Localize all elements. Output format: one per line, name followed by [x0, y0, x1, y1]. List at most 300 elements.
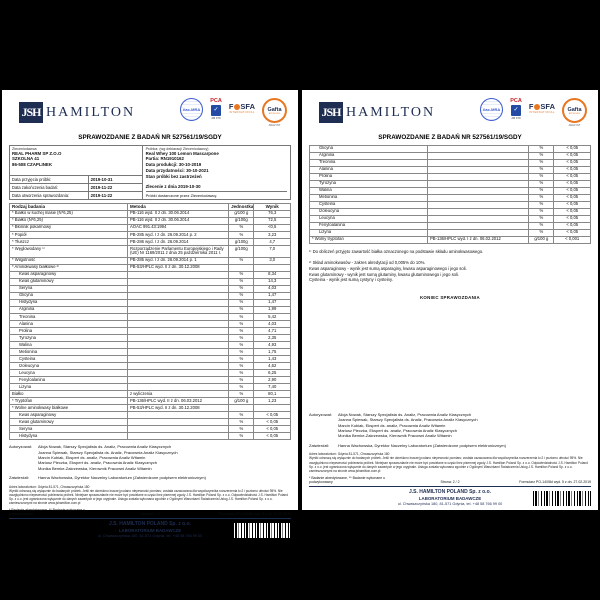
result: 1,99	[254, 306, 291, 313]
result-row	[10, 384, 291, 391]
method: z wyliczenia	[128, 391, 229, 398]
result: < 0,05	[554, 194, 591, 201]
result-row	[310, 201, 591, 208]
sample-name: Real Whey 100 Lemon Mascarpone	[145, 150, 219, 156]
analysis-name: Cysteina	[310, 201, 428, 208]
result: < 0,05	[554, 159, 591, 166]
unit	[229, 264, 254, 271]
analysis-name: Lizyna	[10, 384, 128, 391]
results-header-row	[10, 203, 291, 210]
client-city: 86-508 CZAPLINEK	[12, 161, 53, 167]
unit: g/100 g	[529, 236, 554, 243]
lab-address-line: Adres laboratorium: Gdynia 81-571, Chwaszczyńska 180	[309, 452, 390, 457]
unit: %	[529, 187, 554, 194]
unit: %	[229, 391, 254, 398]
method: PB-136/HPLC wyd. II z dn. 06.03.2012	[128, 398, 229, 405]
result: < 0,05	[554, 187, 591, 194]
result-row	[10, 245, 291, 257]
result-row	[10, 348, 291, 355]
disclaimer-text: Wyniki odnoszą się wyłącznie do badanych próbek. Jeśli nie określono inaczej podano niepewność pomiaru; została oszacowana dla współczynnika rozszerzenia k=2 i poziomu ufności 95%. Nie uwzględniono niepewności pobierania próbek. Niniejsze sprawozdanie nie może być powielane w części bez pisemnej zgody J.S. Hamilton Poland Sp. z o.o. Odpowiedzialność J.S. Hamilton Poland Sp. z o.o. jest ograniczona wyłącznie do danych zawartych w jego oryginale. Usługa została wykonana zgodnie z Ogólnymi Warunkami Świadczenia Usług J.S. Hamilton Poland Sp. z o.o. zamieszczonymi na stronie www.jshamilton.com.pl	[309, 456, 588, 473]
unit: %	[229, 299, 254, 306]
result-row	[10, 398, 291, 405]
fosfa-icon: F SFA INTERNATIONAL	[528, 102, 555, 114]
client-label: Zleceniodawca	[12, 146, 37, 151]
result-row	[10, 391, 291, 398]
col-method: Metoda	[128, 203, 229, 210]
sample-production-date: Data produkcji: 30-10-2019	[145, 162, 202, 168]
unit: %	[229, 419, 254, 426]
analysis-name: * Popiół	[10, 231, 128, 238]
result-row	[10, 320, 291, 327]
accreditation-logos	[180, 98, 287, 127]
jsh-monogram-icon: JSH	[319, 102, 343, 123]
analysis-name: * Wilgotność	[10, 257, 128, 264]
result: < 0,05	[554, 173, 591, 180]
disclaimer-text: Wyniki odnoszą się wyłącznie do badanych próbek. Jeśli nie określono inaczej podano niepewność pomiaru; została oszacowana dla współczynnika rozszerzenia k=2 i poziomu ufności 95%. Nie uwzględniono niepewności pobierania próbek. Niniejsze sprawozdanie nie może być powielane w części bez pisemnej zgody J.S. Hamilton Poland Sp. z o.o. Odpowiedzialność J.S. Hamilton Poland Sp. z o.o. jest ograniczona wyłącznie do danych zawartych w jego oryginale. Usługa została wykonana zgodnie z Ogólnymi Warunkami Świadczenia Usług J.S. Hamilton Poland Sp. z o.o. zamieszczonymi na stronie www.jshamilton.com.pl	[9, 488, 288, 506]
analysis-name: * Wolny tryptofan	[310, 236, 428, 243]
company-footer: J.S. HAMILTON POLAND Sp. z o.o. LABORATORIUM BADAWCZE ul. Chwaszczyńska 180, 81-571 Gdynia, tel. +48 58 766 99 00	[309, 489, 591, 506]
unit	[229, 405, 254, 412]
method	[128, 292, 229, 299]
authorizer-line: Mariusz Pieczka, Ekspert ds. analiz, Pracownia Analiz Klasycznych	[338, 428, 457, 434]
unit: %	[229, 327, 254, 334]
method	[128, 412, 229, 419]
method: PB-53/HPLC wyd. II z dn. 30.12.2008	[128, 405, 229, 412]
result	[254, 264, 291, 271]
lab-address-line: Adres laboratorium: Gdynia 81-571, Chwaszczyńska 180	[9, 484, 90, 489]
result: < 0,05	[254, 412, 291, 419]
method: PB-286 wyd. I z dn. 26.09.2014	[128, 238, 229, 245]
unit: %	[229, 433, 254, 440]
unit: %	[529, 152, 554, 159]
analysis-name: Glicyna	[10, 292, 128, 299]
result-row	[10, 363, 291, 370]
authorization-block: Autoryzował: Alicja Nowak, Starszy Specjalista ds. Analiz, Pracownia Analiz Klasycznych Joanna Śpiewak, Starszy Specjalista ds. Analiz, Pracownia Analiz Klasycznych Marcin Kubiak, Ekspert ds. analiz, Pracownia Analiz Witamin Mariusz Pieczka, Ekspert ds. analiz, Pracownia Analiz Klasycznych Monika Bemke-Zakrzewska, Kierownik Pracowni Analiz Witamin	[309, 412, 591, 439]
unit: %	[229, 348, 254, 355]
unit: g/100g	[229, 217, 254, 224]
form-number: Formularz PO-14/08d wyd. 5 z dn. 27.02.2019	[519, 480, 591, 484]
analysis-name: Tyrozyna	[310, 180, 428, 187]
approval-block: Zatwierdził: Hanna Wachowska, Dyrektor Naczelny Laboratorium (Zatwierdzone podpisem elektronicznym)	[309, 443, 591, 448]
authorizer-line: Monika Bemke-Zakrzewska, Kierownik Pracowni Analiz Witamin	[38, 465, 152, 471]
result: 1,47	[254, 292, 291, 299]
page-bottom-block	[9, 440, 291, 538]
analysis-name: Arginina	[310, 152, 428, 159]
barcode	[233, 523, 291, 538]
company-footer: J.S. HAMILTON POLAND Sp. z o.o. LABORATORIUM BADAWCZE ul. Chwaszczyńska 180, 81-571 Gdynia, tel. +48 58 766 99 00	[9, 521, 291, 538]
barcode	[533, 491, 591, 506]
result: 4,7	[254, 238, 291, 245]
date-row: Data zakończenia badań: 2019-11-22	[10, 183, 142, 191]
unit: g/100 g	[229, 398, 254, 405]
unit: %	[229, 292, 254, 299]
method	[128, 370, 229, 377]
result: 2,35	[254, 334, 291, 341]
unit: %	[229, 426, 254, 433]
method	[128, 327, 229, 334]
result: 7,0	[254, 245, 291, 257]
method	[128, 341, 229, 348]
footer-divider	[9, 518, 291, 519]
result: 8,34	[254, 271, 291, 278]
result: 1,43	[254, 356, 291, 363]
analysis-name: Leucyna	[10, 370, 128, 377]
result: < 0,05	[554, 201, 591, 208]
method: AOAC 991.43:1994	[128, 224, 229, 231]
analysis-name: * Tłuszcz	[10, 238, 128, 245]
sample-expiry-date: Data przydatności: 30-10-2021	[145, 168, 209, 174]
result-row	[10, 412, 291, 419]
method	[128, 271, 229, 278]
result-row	[10, 210, 291, 217]
pca-icon: PCA ✓ AB 079	[210, 98, 222, 120]
result: 4,93	[254, 341, 291, 348]
disclaimer	[9, 485, 291, 506]
method: PB-285 wyd. I z dn. 26.09.2014 p. 2	[128, 231, 229, 238]
analysis-name: Kwas asparaginowy	[10, 412, 128, 419]
analysis-name: Metionina	[310, 194, 428, 201]
unit: %	[229, 341, 254, 348]
method	[128, 377, 229, 384]
method	[128, 356, 229, 363]
hamilton-logo	[319, 102, 435, 123]
unit: %	[229, 384, 254, 391]
result: <0,5	[254, 224, 291, 231]
result: < 0,05	[554, 180, 591, 187]
result-row	[310, 173, 591, 180]
results-table-page1	[9, 203, 291, 441]
sample-block	[143, 146, 290, 199]
result-row	[310, 166, 591, 173]
method	[128, 320, 229, 327]
method	[128, 313, 229, 320]
result-row	[10, 419, 291, 426]
unit: %	[229, 370, 254, 377]
authorizer-line: Alicja Nowak, Starszy Specjalista ds. Analiz, Pracownia Analiz Klasycznych	[38, 444, 172, 450]
ilac-mra-icon: ilac-MRA	[180, 98, 203, 121]
sample-condition: Stan próbki bez zastrzeżeń	[145, 174, 202, 180]
result: < 0,05	[554, 208, 591, 215]
unit: %	[229, 320, 254, 327]
result-row	[10, 278, 291, 285]
date-row: Data przyjęcia próbki: 2019-10-31	[10, 175, 142, 183]
analysis-name: Tyrozyna	[10, 334, 128, 341]
method: PB-53/HPLC wyd. II z dn. 30.12.2008	[128, 264, 229, 271]
method	[428, 215, 529, 222]
report-page-1	[2, 90, 298, 539]
method	[428, 208, 529, 215]
analysis-name: Lizyna	[310, 229, 428, 236]
analysis-name: Walina	[310, 187, 428, 194]
analysis-name: * Wolne aminokwasy białkowe	[10, 405, 128, 412]
authorizer-line: Joanna Śpiewak, Starszy Specjalista ds. Analiz, Pracownia Analiz Klasycznych	[38, 449, 178, 455]
results-table-page2	[309, 145, 591, 244]
unit: %	[229, 356, 254, 363]
method	[428, 180, 529, 187]
col-analysis: Rodzaj badania	[10, 203, 128, 210]
result-row	[10, 306, 291, 313]
gafta-icon: Gafta APPROVED ANALYST	[262, 98, 287, 127]
result-row	[10, 356, 291, 363]
method	[128, 433, 229, 440]
result: < 0,05	[554, 152, 591, 159]
footer-divider	[309, 486, 591, 487]
result: 2,90	[254, 377, 291, 384]
analysis-name: * Aminokwasy białkowe ²⁾	[10, 264, 128, 271]
result: 5,42	[254, 313, 291, 320]
report-title: SPRAWOZDANIE Z BADAŃ NR 527561/19/SGDY	[78, 133, 222, 141]
result: 1,23	[254, 398, 291, 405]
method	[128, 419, 229, 426]
analysis-name: Seryna	[10, 285, 128, 292]
analysis-name: Prolina	[10, 327, 128, 334]
unit: %	[529, 173, 554, 180]
unit: %	[229, 231, 254, 238]
analysis-name: * Tryptofan	[10, 398, 128, 405]
unit: %	[229, 271, 254, 278]
footnote-1: ¹⁾ Do obliczeń przyjęto zawartość białka oznaczonego na podstawie składu aminokwasowego.	[309, 248, 484, 254]
unit: g/100g	[229, 238, 254, 245]
result: 1,75	[254, 348, 291, 355]
unit: g/100g	[229, 245, 254, 257]
unit: %	[529, 208, 554, 215]
unit: %	[529, 229, 554, 236]
analysis-name: Glicyna	[310, 145, 428, 152]
method	[128, 348, 229, 355]
analysis-name: Seryna	[10, 426, 128, 433]
authorizer-line: Marcin Kubiak, Ekspert ds. analiz, Pracownia Analiz Witamin	[338, 422, 446, 428]
result-row	[310, 194, 591, 201]
method	[428, 159, 529, 166]
analysis-name: Alanina	[10, 320, 128, 327]
result-row	[10, 224, 291, 231]
analysis-name: * Węglowodany ¹⁾	[10, 245, 128, 257]
result-row	[310, 187, 591, 194]
end-of-report: KONIEC SPRAWOZDANIA	[419, 295, 481, 301]
result-row	[10, 426, 291, 433]
analysis-name: * Białko w suchej masie (N*6,25)	[10, 210, 128, 217]
result-row	[10, 377, 291, 384]
sample-label: Próbka: (wg deklaracji Zleceniodawcy)	[145, 146, 209, 151]
approver-line: Hanna Wachowska, Dyrektor Naczelny Laboratorium (Zatwierdzone podpisem elektronicznym)	[38, 475, 206, 481]
analysis-name: Alanina	[310, 166, 428, 173]
client-block	[10, 146, 143, 199]
unit: %	[529, 215, 554, 222]
method	[128, 363, 229, 370]
result: 4,03	[254, 285, 291, 292]
result: 7,40	[254, 384, 291, 391]
approver-line: Hanna Wachowska, Dyrektor Naczelny Laboratorium (Zatwierdzone podpisem elektronicznym)	[338, 442, 506, 448]
method: PB-116 wyd. II z dn. 30.06.2014	[128, 210, 229, 217]
result-row	[310, 180, 591, 187]
client-name: REAL PHARM SP Z.O.O	[12, 150, 62, 156]
method	[428, 187, 529, 194]
method	[128, 384, 229, 391]
page-header	[309, 98, 591, 127]
result-row	[10, 433, 291, 440]
unit: %	[229, 334, 254, 341]
analysis-name: Histydyna	[10, 433, 128, 440]
method	[428, 173, 529, 180]
result: < 0,05	[254, 426, 291, 433]
result-row	[310, 152, 591, 159]
jsh-monogram-icon: JSH	[19, 102, 43, 123]
result: 4,71	[254, 327, 291, 334]
result: 4,62	[254, 363, 291, 370]
method: PB-136/HPLC wyd. I z dn. 06.02.2012	[428, 236, 529, 243]
pca-icon: PCA ✓ AB 079	[510, 98, 522, 120]
unit: %	[229, 313, 254, 320]
result-row	[310, 145, 591, 152]
result: 72,5	[254, 217, 291, 224]
result: < 0,05	[554, 166, 591, 173]
analysis-name: * Białko (N*6,25)	[10, 217, 128, 224]
unit: %	[229, 224, 254, 231]
authorizer-line: Monika Bemke-Zakrzewska, Kierownik Pracowni Analiz Witamin	[338, 433, 452, 439]
result-row	[10, 217, 291, 224]
accreditation-markers: * Badanie akredytowane, ** Badanie wykonane u podwykonawcy	[309, 476, 386, 484]
unit: %	[529, 194, 554, 201]
unit: %	[229, 278, 254, 285]
result: 6,25	[254, 370, 291, 377]
result-row	[310, 215, 591, 222]
analysis-name: Fenyloalanina	[310, 222, 428, 229]
report-title: SPRAWOZDANIE Z BADAŃ NR 527561/19/SGDY	[378, 133, 522, 141]
unit: %	[529, 145, 554, 152]
result-row	[10, 285, 291, 292]
method	[128, 285, 229, 292]
page-number: Strona: 2 / 2	[440, 480, 460, 484]
result: < 0,001	[554, 236, 591, 243]
col-result: Wynik	[254, 203, 291, 210]
unit: %	[529, 180, 554, 187]
report-page-2	[302, 90, 598, 510]
analysis-name: Metionina	[10, 348, 128, 355]
method	[128, 299, 229, 306]
page-header	[9, 98, 291, 127]
unit: %	[529, 201, 554, 208]
gafta-icon: Gafta APPROVED ANALYST	[562, 98, 587, 127]
result-row	[10, 313, 291, 320]
footnote-2: ²⁾ Skład aminokwasów - zakres akredytacji od 0,005% do 10%. Kwas asparaginowy - wynik jest sumą asparaginy, kwasu asparaginowego i jego soli. Kwas glutaminowy - wynik jest sumą glutaminy, kwasu glutaminowego i jego soli. Cysteina - wynik jest sumą cystyny i cysteiny.	[309, 260, 467, 283]
analysis-name: Kwas asparaginowy	[10, 271, 128, 278]
result: < 0,05	[554, 229, 591, 236]
result-row	[10, 299, 291, 306]
result: < 0,05	[554, 145, 591, 152]
ilac-mra-icon: ilac-MRA	[480, 98, 503, 121]
result-row	[310, 208, 591, 215]
analysis-name: Histydyna	[10, 299, 128, 306]
result-row	[10, 292, 291, 299]
authorizer-line: Joanna Śpiewak, Starszy Specjalista ds. Analiz, Pracownia Analiz Klasycznych	[338, 417, 478, 423]
unit: g/100 g	[229, 210, 254, 217]
authorization-block: Autoryzował: Alicja Nowak, Starszy Specjalista ds. Analiz, Pracownia Analiz Klasycznych Joanna Śpiewak, Starszy Specjalista ds. Analiz, Pracownia Analiz Klasycznych Marcin Kubiak, Ekspert ds. analiz, Pracownia Analiz Witamin Mariusz Pieczka, Ekspert ds. analiz, Pracownia Analiz Klasycznych Monika Bemke-Zakrzewska, Kierownik Pracowni Analiz Witamin	[9, 444, 291, 471]
result-row	[310, 229, 591, 236]
method	[428, 166, 529, 173]
result: 80,1	[254, 391, 291, 398]
footer-meta-row	[309, 476, 591, 484]
form-number: Formularz PO-14/08d wyd. 5 z dn. 27.02.2019	[219, 512, 291, 517]
analysis-name: Treonina	[310, 159, 428, 166]
client-street: SZKOLNA 41	[12, 156, 40, 162]
analysis-name: Leucyna	[310, 215, 428, 222]
result-row	[310, 222, 591, 229]
result: 4,03	[254, 320, 291, 327]
method	[428, 152, 529, 159]
result: 76,3	[254, 210, 291, 217]
authorizer-line: Alicja Nowak, Starszy Specjalista ds. Analiz, Pracownia Analiz Klasycznych	[338, 411, 472, 417]
col-unit: Jednostka	[229, 203, 254, 210]
result-row	[310, 236, 591, 243]
disclaimer	[309, 452, 591, 473]
analysis-name: Prolina	[310, 173, 428, 180]
sample-delivery-note: Próbki dostarczone przez Zleceniodawcę	[146, 191, 287, 198]
authorizer-line: Mariusz Pieczka, Ekspert ds. analiz, Pracownia Analiz Klasycznych	[38, 460, 157, 466]
result-row	[10, 334, 291, 341]
page-bottom-block	[309, 408, 591, 506]
brand-name: HAMILTON	[346, 104, 436, 120]
brand-name: HAMILTON	[46, 104, 136, 120]
method	[128, 334, 229, 341]
result	[254, 405, 291, 412]
unit: %	[229, 285, 254, 292]
unit: %	[229, 306, 254, 313]
analysis-name: Walina	[10, 341, 128, 348]
analysis-name: Arginina	[10, 306, 128, 313]
footer-meta-row	[9, 508, 291, 516]
unit: %	[529, 166, 554, 173]
result: < 0,05	[554, 222, 591, 229]
info-block	[9, 145, 291, 200]
method	[128, 278, 229, 285]
result-row	[10, 264, 291, 271]
result-row	[10, 370, 291, 377]
analysis-name: Kwas glutaminowy	[10, 278, 128, 285]
analysis-name: Izoleucyna	[10, 363, 128, 370]
method	[428, 194, 529, 201]
analysis-name: Izoleucyna	[310, 208, 428, 215]
method	[428, 229, 529, 236]
page-number: Strona: 1 / 2	[140, 512, 160, 517]
fosfa-icon: F SFA INTERNATIONAL	[228, 102, 255, 114]
method: PB-116 wyd. II z dn. 30.06.2014	[128, 217, 229, 224]
analysis-name: Treonina	[10, 313, 128, 320]
sample-batch: Partia: RN1910162	[145, 156, 184, 162]
pca-symbol-icon: ✓	[511, 105, 521, 116]
analysis-name: Kwas glutaminowy	[10, 419, 128, 426]
unit: %	[529, 159, 554, 166]
method	[128, 306, 229, 313]
result-row	[10, 231, 291, 238]
result-row	[310, 159, 591, 166]
result-row	[10, 271, 291, 278]
analysis-name: Cysteina	[10, 356, 128, 363]
unit: %	[529, 222, 554, 229]
result: 14,3	[254, 278, 291, 285]
result-row	[10, 327, 291, 334]
result-row	[10, 238, 291, 245]
result-row	[10, 405, 291, 412]
approval-block: Zatwierdził: Hanna Wachowska, Dyrektor Naczelny Laboratorium (Zatwierdzone podpisem elektronicznym)	[9, 475, 291, 480]
method	[428, 222, 529, 229]
result: < 0,05	[254, 433, 291, 440]
unit: %	[229, 377, 254, 384]
order-date: Zlecenie z dnia 2019-10-30	[145, 184, 201, 190]
result: 1,47	[254, 299, 291, 306]
method	[128, 426, 229, 433]
result-row	[10, 341, 291, 348]
result: < 0,05	[254, 419, 291, 426]
